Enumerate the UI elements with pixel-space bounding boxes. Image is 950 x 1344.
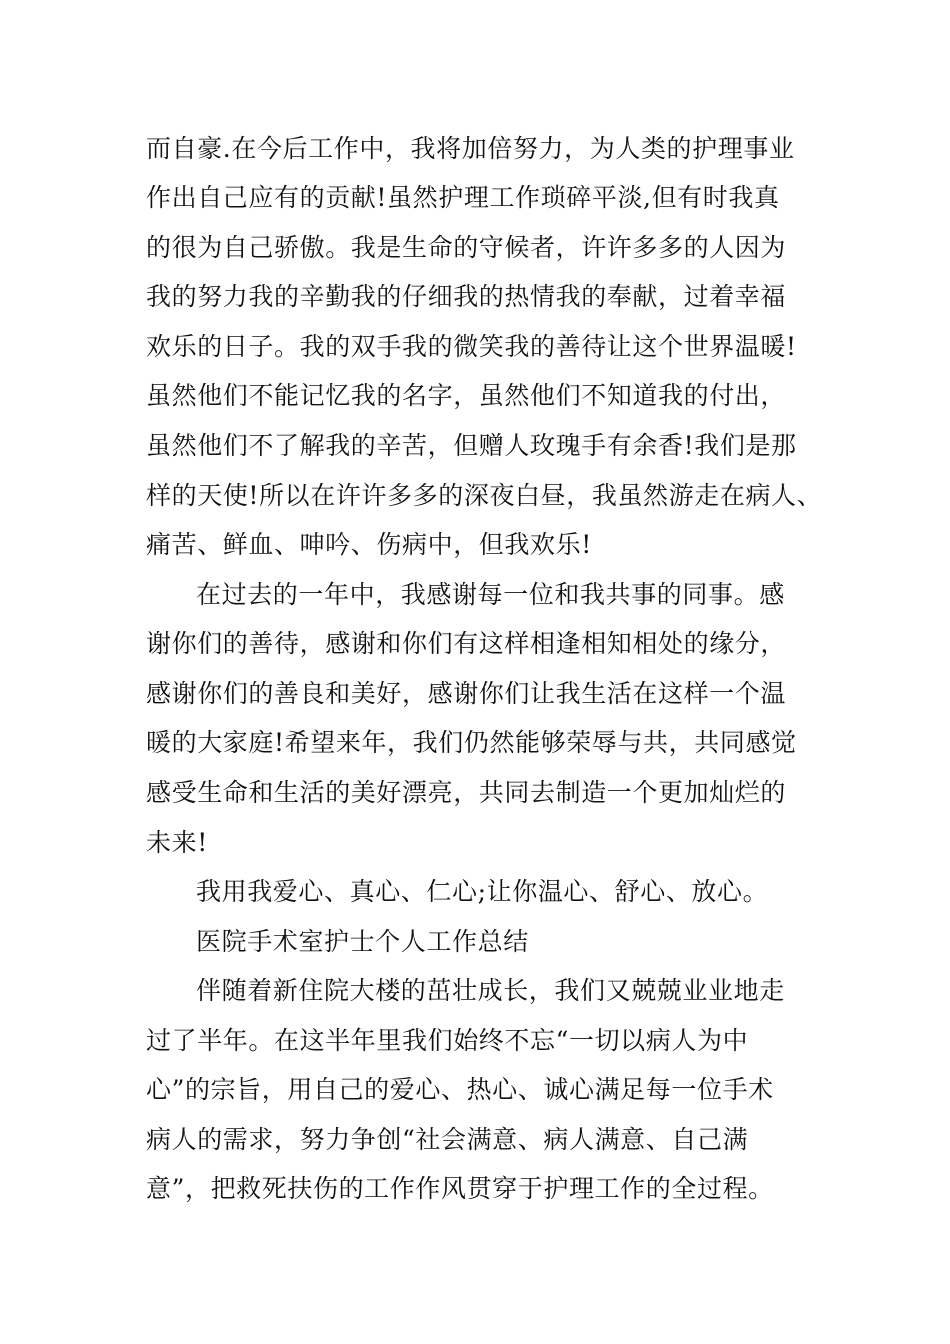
text-line: 未来! [146,828,208,857]
text-line: 而自豪.在今后工作中，我将加倍努力，为人类的护理事业 [146,134,795,163]
motto-line: 我用我爱心、真心、仁心;让你温心、舒心、放心。 [196,877,769,906]
text-line: 作出自己应有的贡献!虽然护理工作琐碎平淡,但有时我真 [146,183,780,212]
text-line: 欢乐的日子。我的双手我的微笑我的善待让这个世界温暖! [146,332,797,361]
text-line: 感谢你们的善良和美好，感谢你们让我生活在这样一个温 [146,679,787,708]
text-line: 心”的宗旨，用自己的爱心、热心、诚心满足每一位手术 [146,1075,774,1104]
paragraph-first-line: 在过去的一年中，我感谢每一位和我共事的同事。感 [196,580,785,609]
text-line: 痛苦、鲜血、呻吟、伤病中，但我欢乐! [146,530,592,559]
text-line: 的很为自己骄傲。我是生命的守候者，许许多多的人因为 [146,233,787,262]
paragraph-first-line: 伴随着新住院大楼的茁壮成长，我们又兢兢业业地走 [196,976,785,1005]
text-line: 意”，把救死扶伤的工作作风贯穿于护理工作的全过程。 [146,1174,774,1203]
text-line: 虽然他们不了解我的辛苦，但赠人玫瑰手有余香!我们是那 [146,431,797,460]
text-line: 虽然他们不能记忆我的名字，虽然他们不知道我的付出， [146,381,787,410]
text-line: 病人的需求，努力争创“社会满意、病人满意、自己满 [146,1125,749,1154]
text-line: 我的努力我的辛勤我的仔细我的热情我的奉献，过着幸福 [146,282,787,311]
text-line: 谢你们的善待，感谢和你们有这样相逢相知相处的缘分， [146,629,787,658]
section-title: 医院手术室护士个人工作总结 [196,927,529,956]
text-line: 样的天使!所以在许许多多的深夜白昼，我虽然游走在病人、 [146,481,823,510]
text-line: 感受生命和生活的美好漂亮，共同去制造一个更加灿烂的 [146,778,787,807]
text-line: 过了半年。在这半年里我们始终不忘“一切以病人为中 [146,1026,749,1055]
text-line: 暖的大家庭!希望来年，我们仍然能够荣辱与共，共同感觉 [146,728,797,757]
